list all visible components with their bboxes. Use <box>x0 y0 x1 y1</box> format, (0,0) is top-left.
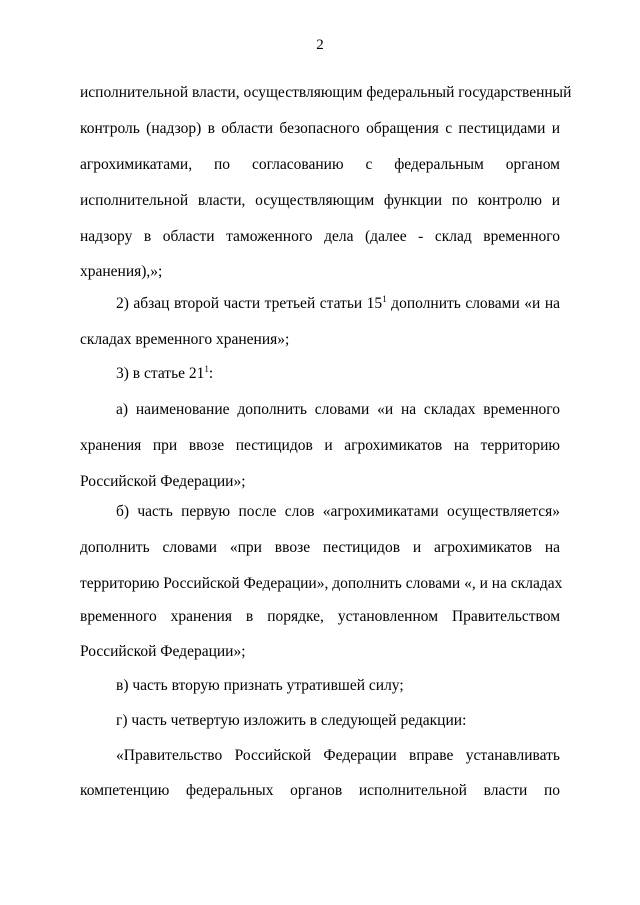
text-line: компетенцию федеральных органов исполнительной власти по <box>80 782 560 799</box>
page-number: 2 <box>316 37 324 53</box>
text-line: территорию Российской Федерации», дополнить словами «, и на складах <box>80 575 563 592</box>
text-line: дополнить словами «при ввозе пестицидов и агрохимикатов на <box>80 539 560 556</box>
text-line: исполнительной власти, осуществляющим федеральный государственный <box>80 84 572 101</box>
text-line: г) часть четвертую изложить в следующей редакции: <box>116 712 467 729</box>
text-segment: дополнить словами «и на <box>386 295 560 312</box>
text-line: складах временного хранения»; <box>80 331 290 348</box>
text-line: Российской Федерации»; <box>80 473 246 490</box>
text-line: хранения при ввозе пестицидов и агрохимикатов на территорию <box>80 437 560 454</box>
text-line: надзору в области таможенного дела (далее - склад временного <box>80 228 560 245</box>
text-line: а) наименование дополнить словами «и на складах временного <box>116 401 560 418</box>
text-line: в) часть вторую признать утратившей силу; <box>116 677 404 694</box>
text-line: б) часть первую после слов «агрохимикатами осуществляется» <box>116 503 560 520</box>
text-line: Российской Федерации»; <box>80 643 246 660</box>
text-segment: 2) абзац второй части третьей статьи 15 <box>116 295 383 312</box>
superscript: 1 <box>382 294 387 304</box>
text-line: исполнительной власти, осуществляющим функции по контролю и <box>80 192 560 209</box>
superscript: 1 <box>204 364 209 374</box>
text-line-amendment-2 <box>116 294 560 314</box>
text-line: агрохимикатами, по согласованию с федеральным органом <box>80 156 560 173</box>
text-line: временного хранения в порядке, установленном Правительством <box>80 608 560 625</box>
text-segment: : <box>208 365 214 382</box>
text-line-amendment-3 <box>116 364 560 384</box>
text-line: хранения),»; <box>80 263 163 280</box>
text-segment: 3) в статье 21 <box>116 365 205 382</box>
text-line: «Правительство Российской Федерации вправе устанавливать <box>116 747 560 764</box>
text-line: контроль (надзор) в области безопасного обращения с пестицидами и <box>80 120 560 137</box>
